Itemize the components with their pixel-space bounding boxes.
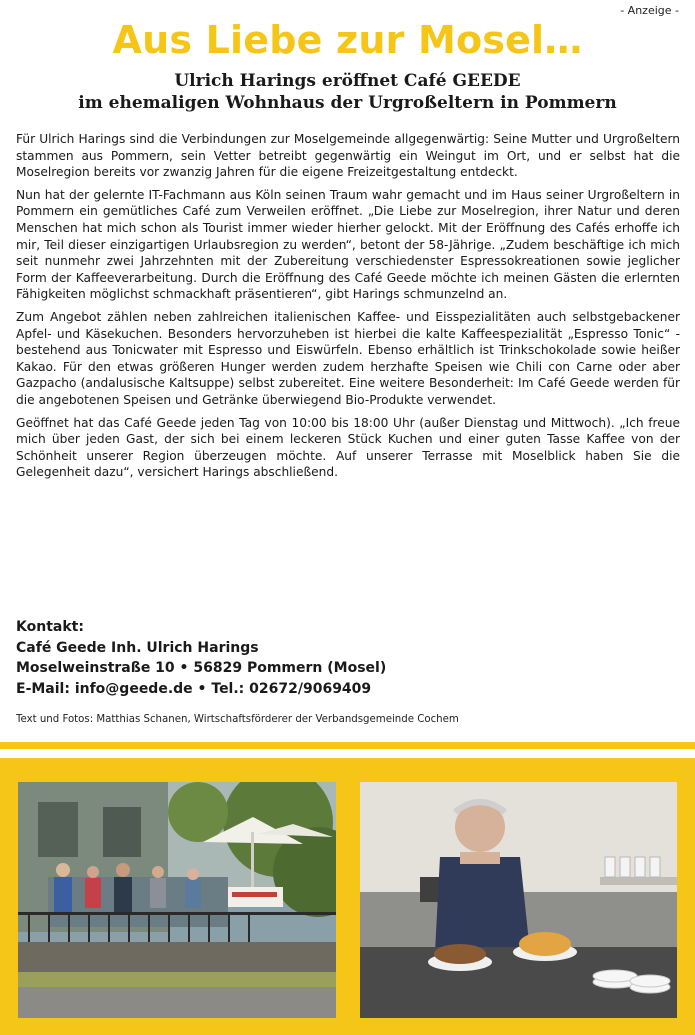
paragraph: Für Ulrich Harings sind die Verbindungen zur Moselgemeinde allgegenwärtig: Seine Mutter und Urgroßeltern stammen aus Pommern, sein Vetter betreibt gegenwärtig ein Weingut im Ort, und er selbst hat die Moselregion bereits vor zwanzig Jahren für die eigene Freizeitgestaltung entdeckt. <box>16 132 680 180</box>
contact-street: Moselweinstraße 10 <box>16 660 175 676</box>
subheadline-line-1: Ulrich Harings eröffnet Café GEEDE <box>174 71 521 91</box>
contact-address <box>16 658 680 679</box>
paragraph: Geöffnet hat das Café Geede jeden Tag von 10:00 bis 18:00 Uhr (außer Dienstag und Mittwoch). „Ich freue mich über jeden Gast, der sich bei einem leckeren Stück Kuchen und einer guten Tasse Kaffee von der Schönheit unserer Region überzeugen möchte. Auf unserer Terrasse mit Moselblick haben Sie die Gelegenheit dazu“, versichert Harings abschließend. <box>16 415 680 480</box>
contact-email[interactable]: E-Mail: info@geede.de <box>16 680 193 697</box>
bullet-separator: • <box>197 680 207 697</box>
bullet-separator: • <box>179 660 189 676</box>
contact-city: 56829 Pommern (Mosel) <box>193 660 387 676</box>
article-body <box>16 131 680 487</box>
contact-electronic <box>16 679 680 700</box>
photo-credit: Text und Fotos: Matthias Schanen, Wirtschaftsförderer der Verbandsgemeinde Cochem <box>16 714 459 725</box>
terrace-photo <box>18 782 336 1018</box>
paragraph: Zum Angebot zählen neben zahlreichen italienischen Kaffee- und Eisspezialitäten auch selbstgebackener Apfel- und Käsekuchen. Besonders hervorzuheben ist hierbei die kalte Kaffeespezialität „Espresso Tonic“ - bestehend aus Tonicwater mit Espresso und Eiswürfeln. Ebenso erhältlich ist Trinkschokolade sowie heißer Kakao. Für den etwas größeren Hunger werden zudem herzhafte Speisen wie Chili con Carne oder aber Gazpacho (andalusische Kaltsuppe) selbst zubereitet. Eine weitere Besonderheit: Im Café Geede werden für die angebotenen Speisen und Getränke überwiegend Bio-Produkte verwendet. <box>16 309 680 407</box>
divider-rule <box>0 742 695 749</box>
contact-block <box>16 617 680 699</box>
contact-phone: Tel.: 02672/9069409 <box>211 680 372 697</box>
contact-heading: Kontakt: <box>16 619 84 635</box>
subheadline-line-2: im ehemaligen Wohnhaus der Urgroßeltern in Pommern <box>78 93 617 113</box>
ad-label: - Anzeige - <box>620 4 679 17</box>
headline: Aus Liebe zur Mosel… <box>112 18 583 62</box>
paragraph: Nun hat der gelernte IT-Fachmann aus Köln seinen Traum wahr gemacht und im Haus seiner Urgroßeltern in Pommern ein gemütliches Café zum Verweilen eröffnet. „Die Liebe zur Moselregion, ihrer Natur und deren Menschen hat mich schon als Tourist immer wieder hierher gelockt. Mit der Eröffnung des Cafés erhoffe ich mir, Teil dieser einzigartigen Urlaubsregion zu werden“, betont der 58-Jährige. „Zudem beschäftige ich mich seit nunmehr zwei Jahrzehnten mit der Zubereitung verschiedenster Espressokreationen sowie jeglicher Form der Kaffeeverarbeitung. Durch die Eröffnung des Café Geede möchte ich meinen Gästen die erlernten Fähigkeiten möglichst schmackhaft präsentieren“, gibt Harings schmunzelnd an. <box>16 187 680 302</box>
subheadline <box>0 70 695 114</box>
kitchen-photo <box>360 782 677 1018</box>
contact-name: Café Geede Inh. Ulrich Harings <box>16 639 259 656</box>
